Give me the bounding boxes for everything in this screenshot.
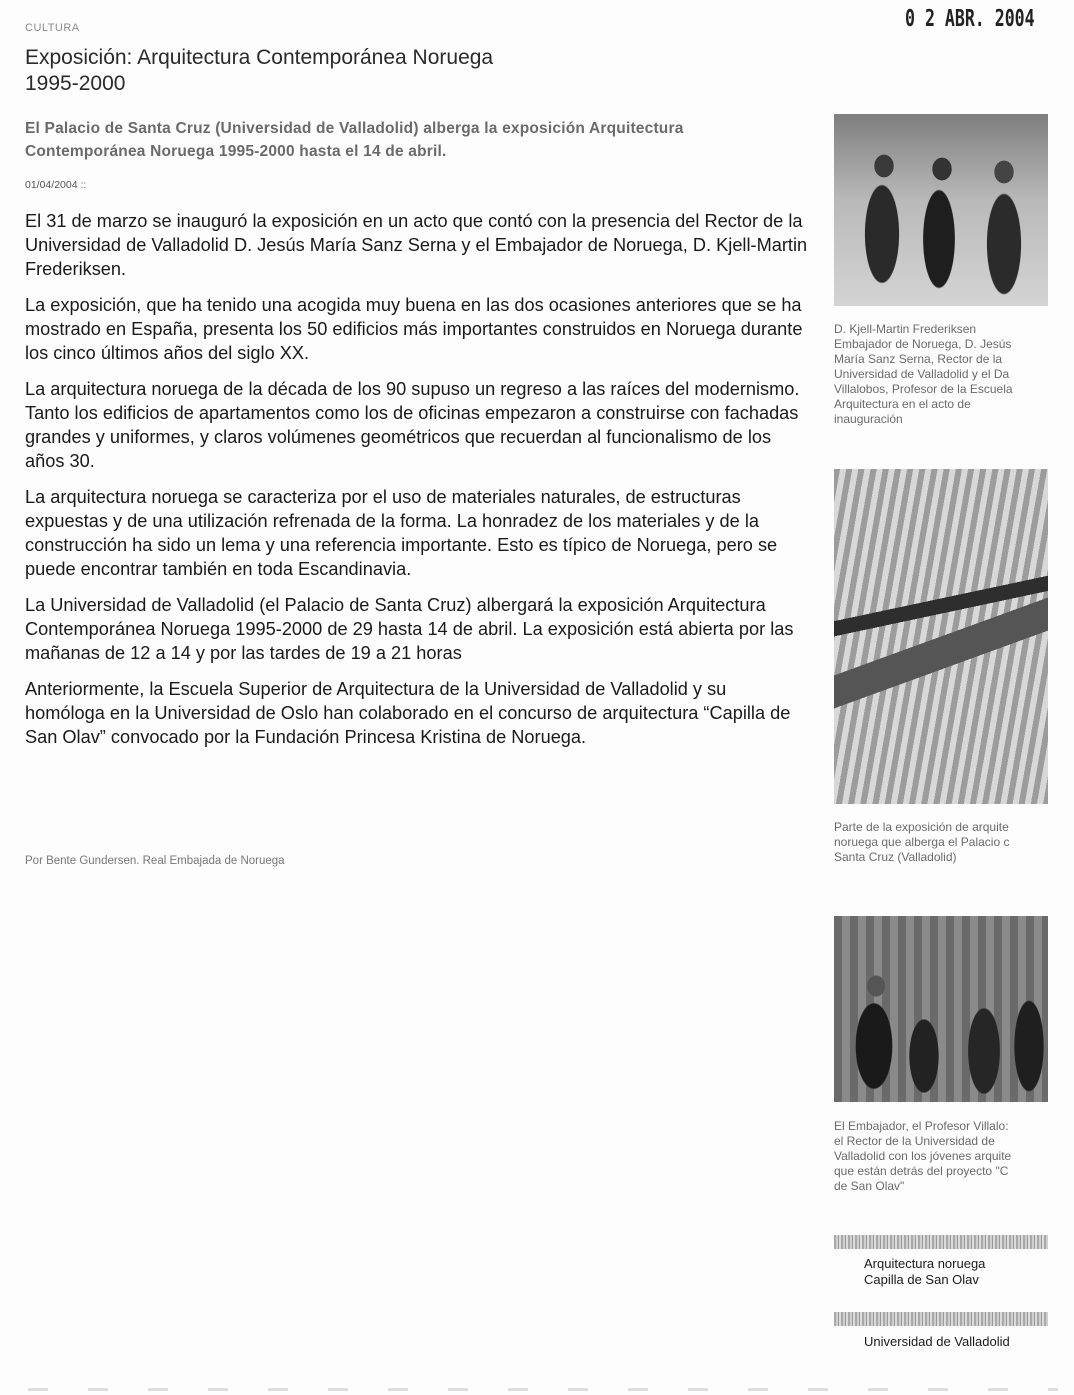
photo-caption: Parte de la exposición de arquite noruega que alberga el Palacio c Santa Cruz (Valladolid): [834, 820, 1010, 864]
link-arquitectura-noruega[interactable]: Arquitectura noruega: [864, 1256, 986, 1271]
article-title: [25, 45, 585, 97]
article-body: [25, 209, 810, 761]
photo-caption: El Embajador, el Profesor Villalo: el Rector de la Universidad de Valladolid con los jóvenes arquite que están detrás del proyecto "C de San Olav": [834, 1119, 1012, 1193]
received-date-stamp: 0 2 ABR. 2004: [905, 6, 1035, 32]
paragraph: La arquitectura noruega se caracteriza por el uso de materiales naturales, de estructuras expuestas y de una utilización refrenada de la forma. La honradez de los materiales y de la construcción ha sido un lema y una referencia importante. Esto es típico de Noruega, pero se puede encontrar también en toda Escandinavia.: [25, 487, 778, 579]
section-label: CULTURA: [25, 22, 80, 34]
photo-inauguration[interactable]: [834, 114, 1048, 306]
related-links-divider: [834, 1235, 1048, 1249]
photo-exhibition[interactable]: [834, 469, 1048, 804]
article-date: 01/04/2004 ::: [25, 179, 87, 191]
paragraph: La exposición, que ha tenido una acogida muy buena en las dos ocasiones anteriores que se ha mostrado en España, presenta los 50 edificios más importantes construidos en Noruega durante los cinco últimos años del siglo XX.: [25, 295, 803, 363]
related-links-divider: [834, 1312, 1048, 1326]
paragraph: La Universidad de Valladolid (el Palacio de Santa Cruz) albergará la exposición Arquitectura Contemporánea Noruega 1995-2000 de 29 hasta 14 de abril. La exposición está abierta por las mañanas de 12 a 14 y por las tardes de 19 a 21 horas: [25, 595, 794, 663]
photo-group[interactable]: [834, 916, 1048, 1102]
title-line-2: 1995-2000: [25, 72, 126, 95]
paragraph: La arquitectura noruega de la década de los 90 supuso un regreso a las raíces del modernismo. Tanto los edificios de apartamentos como los de oficinas empezaron a construirse con fachadas grandes y uniformes, y claros volúmenes geométricos que recuerdan al funcionalismo de los años 30.: [25, 379, 800, 471]
article-byline: Por Bente Gundersen. Real Embajada de Noruega: [25, 855, 285, 867]
link-universidad-valladolid[interactable]: Universidad de Valladolid: [864, 1334, 1010, 1349]
paragraph: El 31 de marzo se inauguró la exposición en un acto que contó con la presencia del Rector de la Universidad de Valladolid D. Jesús María Sanz Serna y el Embajador de Noruega, D. Kjell-Martin Frederiksen.: [25, 211, 808, 279]
photo-caption: D. Kjell-Martin Frederiksen Embajador de Noruega, D. Jesús María Sanz Serna, Rector de la Universidad de Valladolid y el Da Villalobos, Profesor de la Escuela Arquitectura en el acto de inauguración: [834, 322, 1013, 426]
paragraph: Anteriormente, la Escuela Superior de Arquitectura de la Universidad de Valladolid y su homóloga en la Universidad de Oslo han colaborado en el concurso de arquitectura “Capilla de San Olav” convocado por la Fundación Princesa Kristina de Noruega.: [25, 679, 791, 747]
title-line-1: Exposición: Arquitectura Contemporánea Noruega: [25, 46, 494, 69]
footer-scan-residue: [28, 1388, 1058, 1391]
link-capilla-san-olav[interactable]: Capilla de San Olav: [864, 1272, 979, 1287]
article-lead: El Palacio de Santa Cruz (Universidad de Valladolid) alberga la exposición Arquitectura Contemporánea Noruega 1995-2000 hasta el 14 de abril.: [25, 120, 684, 160]
